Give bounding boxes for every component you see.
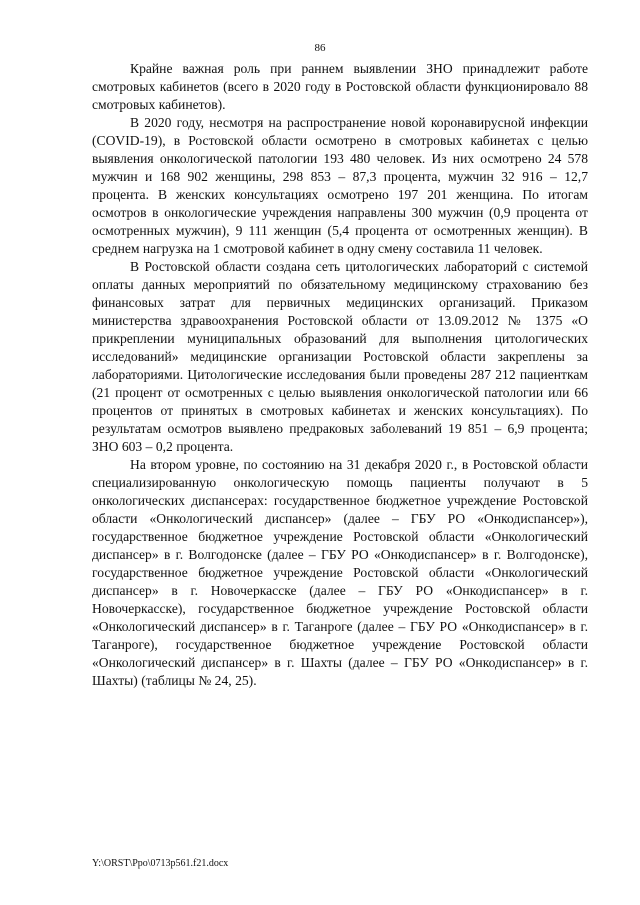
page-number: 86	[314, 42, 326, 54]
paragraph-cytology-labs: В Ростовской области создана сеть цитологических лабораторий с системой оплаты данных мероприятий по обязательному медицинскому страхованию без финансовых затрат для первичных медицинских организаций. Приказом министерства здравоохранения Ростовской области от 13.09.2012 № 1375 «О прикреплении муниципальных образований для выполнения цитологических исследований» медицинские организации Ростовской области закреплены за лабораториями. Цитологические исследования были проведены 287 212 пациенткам (21 процент от осмотренных с целью выявления онкологической патологии или 66 процентов от принятых в смотровых кабинетах и женских консультациях). По результатам осмотров выявлено предраковых заболеваний 19 851 – 6,9 процента; ЗНО 603 – 0,2 процента.	[92, 259, 588, 454]
file-path-footer: Y:\ORST\Ppo\0713p561.f21.docx	[92, 858, 229, 869]
paragraph-2020-examinations: В 2020 году, несмотря на распространение новой коронавирусной инфекции (COVID-19), в Ростовской области осмотрено в смотровых кабинетах с целью выявления онкологической патологии 193 480 человек. Из них осмотрено 24 578 мужчин и 168 902 женщины, 298 853 – 87,3 процента, мужчин 32 916 – 12,7 процента. В женских консультациях осмотрено 197 201 женщина. По итогам осмотров в онкологические учреждения направлены 300 мужчин (0,9 процента от осмотренных мужчин), 9 111 женщин (5,4 процента от осмотренных женщин). В среднем нагрузка на 1 смотровой кабинет в одну смену составила 11 человек.	[92, 115, 588, 256]
document-body	[92, 60, 588, 690]
paragraph-screening-rooms: Крайне важная роль при раннем выявлении ЗНО принадлежит работе смотровых кабинетов (всего в 2020 году в Ростовской области функционировало 88 смотровых кабинетов).	[92, 61, 588, 112]
paragraph-oncology-dispensaries: На втором уровне, по состоянию на 31 декабря 2020 г., в Ростовской области специализированную онкологическую помощь пациенты получают в 5 онкологических диспансерах: государственное бюджетное учреждение Ростовской области «Онкологический диспансер» (далее – ГБУ РО «Онкодиспансер»), государственное бюджетное учреждение Ростовской области «Онкологический диспансер» в г. Волгодонске (далее – ГБУ РО «Онкодиспансер» в г. Волгодонске), государственное бюджетное учреждение Ростовской области «Онкологический диспансер» в г. Новочеркасске (далее – ГБУ РО «Онкодиспансер» в г. Новочеркасске), государственное бюджетное учреждение Ростовской области «Онкологический диспансер» в г. Таганроге (далее – ГБУ РО «Онкодиспансер» в г. Таганроге), государственное бюджетное учреждение Ростовской области «Онкологический диспансер» в г. Шахты (далее – ГБУ РО «Онкодиспансер» в г. Шахты) (таблицы № 24, 25).	[92, 457, 588, 688]
